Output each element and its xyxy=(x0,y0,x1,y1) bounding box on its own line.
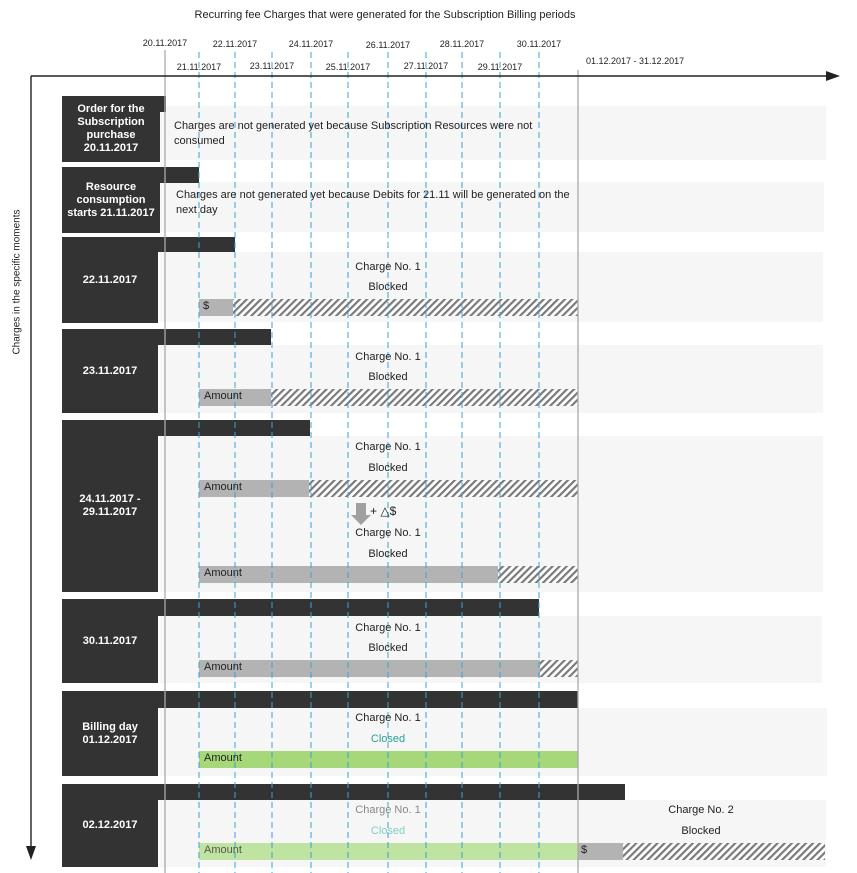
charge-bar-label: Amount xyxy=(204,481,242,493)
charge-status: Blocked xyxy=(368,642,408,654)
date-label-24-11: 24.11.2017 xyxy=(288,39,334,49)
charge-bar-label: Amount xyxy=(204,661,242,673)
date-label-22-11: 22.11.2017 xyxy=(212,39,258,49)
charge-2-name: Charge No. 2 xyxy=(668,804,734,816)
time-axis-arrowhead xyxy=(826,71,840,81)
charge-name: Charge No. 1 xyxy=(355,261,421,273)
moment-label-order: Order for the Subscription purchase 20.11.2017 xyxy=(62,96,160,162)
moment-label-billing-day: Billing day 01.12.2017 xyxy=(62,691,158,776)
charge-status: Blocked xyxy=(368,548,408,560)
charge-status: Closed xyxy=(370,825,406,837)
charge-bar-label: Amount xyxy=(204,567,242,579)
moment-label-30-11: 30.11.2017 xyxy=(62,599,158,683)
diagram-title: Recurring fee Charges that were generated for the Subscription Billing periods xyxy=(194,9,576,21)
charge-name: Charge No. 1 xyxy=(355,622,421,634)
charge-status: Blocked xyxy=(368,371,408,383)
charge-name: Charge No. 1 xyxy=(355,441,421,453)
moment-label-consumption: Resource consumption starts 21.11.2017 xyxy=(62,167,160,233)
charge-2-status: Blocked xyxy=(681,825,721,837)
charge-bar-label: Amount xyxy=(204,752,242,764)
date-label-20-11: 20.11.2017 xyxy=(142,38,188,48)
charge-status: Blocked xyxy=(368,281,408,293)
charge-2-bar-label: $ xyxy=(581,844,588,856)
date-label-28-11: 28.11.2017 xyxy=(439,39,485,49)
charge-name: Charge No. 1 xyxy=(355,351,421,363)
moment-label-22-11: 22.11.2017 xyxy=(62,237,158,323)
date-label-27-11: 27.11.2017 xyxy=(403,61,449,71)
moments-axis-arrowhead xyxy=(26,846,36,860)
charge-bar-label: Amount xyxy=(204,390,242,402)
y-axis-label: Charges in the specific moments xyxy=(11,209,23,355)
charge-name: Charge No. 1 xyxy=(355,804,421,816)
charge-bar-label: Amount xyxy=(204,844,242,856)
moment-label-02-12: 02.12.2017 xyxy=(62,784,158,867)
charge-increase-label: + △$ xyxy=(370,504,397,518)
date-label-26-11: 26.11.2017 xyxy=(365,40,411,50)
date-label-30-11: 30.11.2017 xyxy=(516,39,562,49)
moment-label-24-29-11: 24.11.2017 - 29.11.2017 xyxy=(62,420,158,592)
moment-label-23-11: 23.11.2017 xyxy=(62,329,158,413)
date-label-21-11: 21.11.2017 xyxy=(176,62,222,72)
charge-name: Charge No. 1 xyxy=(355,527,421,539)
date-label-29-11: 29.11.2017 xyxy=(477,62,523,72)
charge-status: Closed xyxy=(370,733,406,745)
date-label-25-11: 25.11.2017 xyxy=(325,62,371,72)
charge-bar-label: $ xyxy=(203,300,210,312)
moment-message-order: Charges are not generated yet because Subscription Resources were not consumed xyxy=(174,120,533,147)
charge-name: Charge No. 1 xyxy=(355,712,421,724)
charge-status: Blocked xyxy=(368,462,408,474)
billing-period-label: 01.12.2017 - 31.12.2017 xyxy=(586,56,685,66)
date-label-23-11: 23.11.2017 xyxy=(249,61,295,71)
moment-message-consumption: Charges are not generated yet because Debits for 21.11 will be generated on the next day xyxy=(176,189,570,216)
charge-bar-fill xyxy=(199,660,540,677)
